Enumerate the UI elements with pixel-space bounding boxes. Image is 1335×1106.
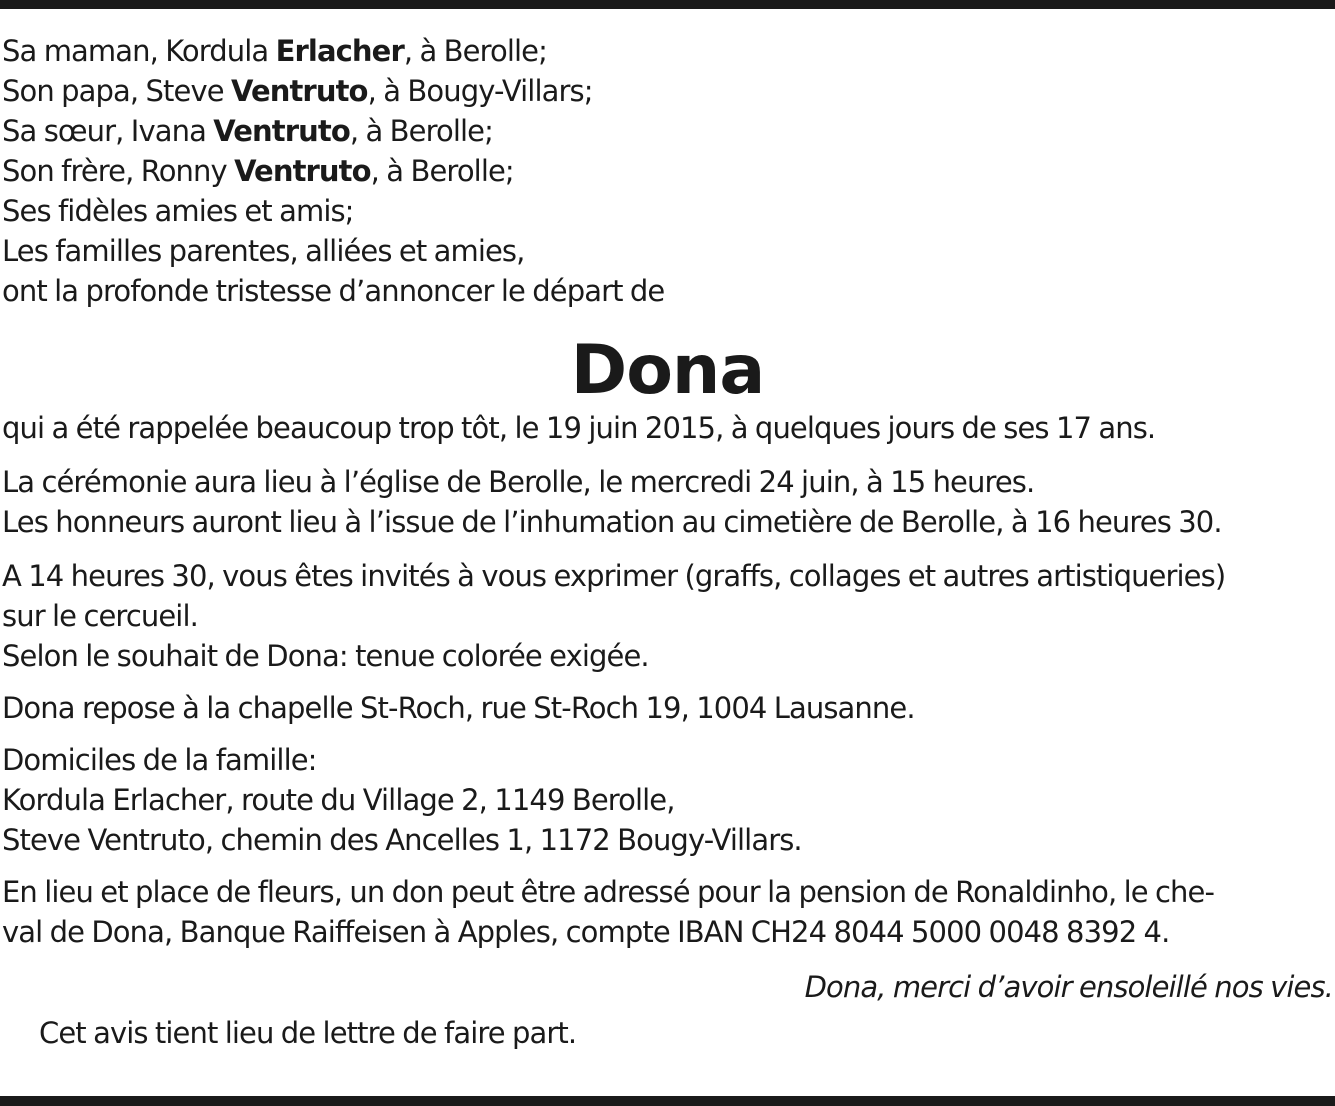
obituary-notice [2,31,1333,1053]
honours-line: Les honneurs auront lieu à l’issue de l’inhumation au cimetière de Berolle, à 16 heures 30. [2,505,1222,539]
family-surname: Ventruto [234,154,371,188]
friends-line: Ses fidèles amies et amis; [2,194,354,228]
death-notice-line: qui a été rappelée beaucoup trop tôt, le 19 juin 2015, à quelques jours de ses 17 ans. [2,411,1156,445]
expression-line: A 14 heures 30, vous êtes invités à vous exprimer (graffs, collages et autres artistiqueries) [2,559,1226,593]
family-suffix: , à Bougy-Villars; [367,74,593,108]
domiciles-heading: Domiciles de la famille: [2,743,317,777]
family-surname: Erlacher [275,34,404,68]
bottom-rule [0,1096,1335,1106]
domicile-father: Steve Ventruto, chemin des Ancelles 1, 1172 Bougy-Villars. [2,823,802,857]
repose-line: Dona repose à la chapelle St-Roch, rue St-Roch 19, 1004 Lausanne. [2,691,915,725]
family-suffix: , à Berolle; [403,34,547,68]
domicile-mother: Kordula Erlacher, route du Village 2, 1149 Berolle, [2,783,675,817]
family-line-sister [2,111,1333,151]
family-suffix: , à Berolle; [370,154,514,188]
relatives-line: Les familles parentes, alliées et amies, [2,234,525,268]
expression-paragraph [2,556,1333,676]
donation-paragraph [2,872,1333,952]
family-surname: Ventruto [213,114,350,148]
donation-line: En lieu et place de fleurs, un don peut être adressé pour la pension de Ronaldinho, le che- [2,875,1215,909]
family-line-father [2,71,1333,111]
dress-code-line: Selon le souhait de Dona: tenue colorée exigée. [2,639,649,673]
family-surname: Ventruto [231,74,368,108]
deceased-name: Dona [570,331,765,410]
family-prefix: Sa sœur, Ivana [2,114,214,148]
repose-paragraph [2,688,1333,728]
top-rule [0,0,1335,9]
ceremony-paragraph [2,462,1333,542]
donation-line-cont: val de Dona, Banque Raiffeisen à Apples, compte IBAN CH24 8044 5000 0048 8392 4. [2,915,1170,949]
expression-line-cont: sur le cercueil. [2,599,198,633]
family-prefix: Sa maman, Kordula [2,34,276,68]
domiciles-paragraph [2,740,1333,860]
footer-note: Cet avis tient lieu de lettre de faire part. [39,1016,577,1050]
closing-tribute: Dona, merci d’avoir ensoleillé nos vies. [804,970,1333,1004]
family-line-brother [2,151,1333,191]
family-prefix: Son papa, Steve [2,74,231,108]
intro-line: ont la profonde tristesse d’annoncer le départ de [2,274,665,308]
family-suffix: , à Berolle; [349,114,493,148]
ceremony-line: La cérémonie aura lieu à l’église de Berolle, le mercredi 24 juin, à 15 heures. [2,465,1035,499]
family-prefix: Son frère, Ronny [2,154,235,188]
family-line-mother [2,31,1333,71]
